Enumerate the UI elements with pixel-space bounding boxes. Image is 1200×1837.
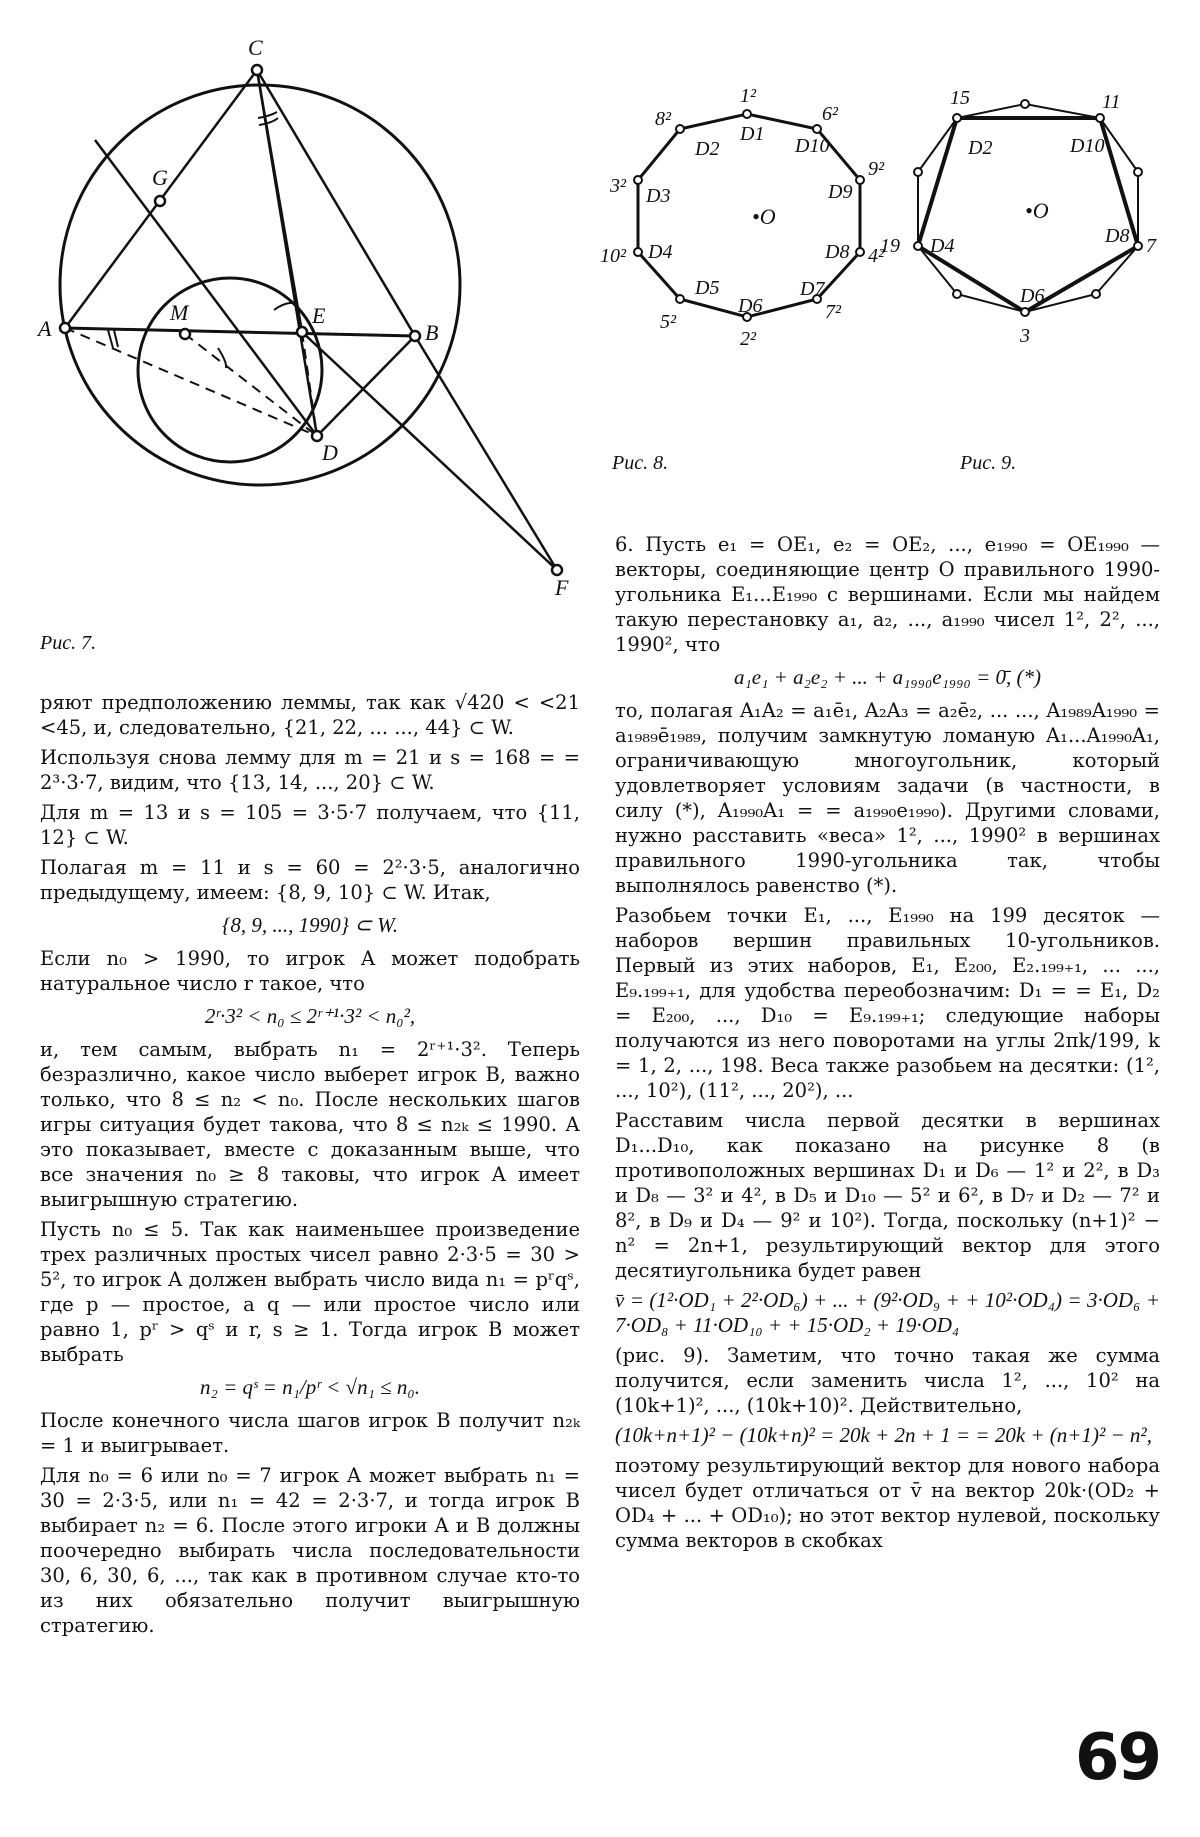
- weight-d9: 9²: [868, 158, 884, 180]
- paragraph: Полагая m = 11 и s = 60 = 2²·3·5, аналогично предыдущему, имеем: {8, 9, 10} ⊂ W. Итак,: [40, 856, 580, 904]
- weight-d4: 10²: [600, 245, 626, 267]
- weight-d10: 6²: [822, 103, 838, 125]
- weight-d3: 3²: [610, 175, 626, 197]
- left-column: [40, 690, 580, 1643]
- figure-7: [30, 30, 590, 620]
- angle-mark-c: [258, 112, 277, 118]
- label-3: 3: [1020, 325, 1030, 347]
- label-b: B: [425, 320, 439, 345]
- vertex-d6: D6: [738, 295, 763, 317]
- label-f: F: [555, 575, 569, 600]
- paragraph: Для m = 13 и s = 105 = 3·5·7 получаем, что {11, 12} ⊂ W.: [40, 801, 580, 849]
- paragraph: После конечного числа шагов игрок B получит n₂ₖ = 1 и выигрывает.: [40, 1409, 580, 1457]
- formula: n₂ = qˢ = n₁/pʳ < √n₁ ≤ n₀.: [200, 1375, 420, 1399]
- vertex-d4: D4: [648, 241, 673, 263]
- figure-9: [880, 80, 1180, 350]
- vertex-d8: D8: [825, 241, 850, 263]
- vertex-d10-9: D10: [1070, 135, 1105, 157]
- label-7: 7: [1146, 235, 1156, 257]
- center-o: •O: [752, 204, 776, 229]
- vertex-d2-9: D2: [968, 137, 993, 159]
- paragraph: ряют предположению леммы, так как √420 < <21 <45, и, следовательно, {21, 22, ... ..., 44} ⊂ W.: [40, 691, 580, 739]
- paragraph: Для n₀ = 6 или n₀ = 7 игрок A может выбрать n₁ = 30 = 2·3·5, или n₁ = 42 = 2·3·7, и тогда игрок B выбирает n₂ = 6. После этого игроки A и B должны поочередно выбирать числа последовательности 30, 6, 30, 6, ..., так как в противном случае кто-то из них обязательно получит выигрышную стратегию.: [40, 1464, 580, 1637]
- vertex-d1: D1: [740, 123, 765, 145]
- paragraph: и, тем самым, выбрать n₁ = 2ʳ⁺¹·3². Теперь безразлично, какое число выберет игрок B, важно только, что 8 ≤ n₂ < n₀. После нескольких шагов игры ситуация будет такова, что 8 ≤ n₂ₖ ≤ 1990. А это показывает, вместе с доказанным выше, что все значения n₀ ≥ 8 таковы, что игрок A имеет выигрышную стратегию.: [40, 1038, 580, 1211]
- weight-d6: 2²: [740, 328, 756, 350]
- label-a: A: [38, 316, 52, 341]
- segment-gd-chord: [95, 140, 317, 436]
- label-c: C: [248, 35, 263, 60]
- paragraph: Используя снова лемму для m = 21 и s = 168 = = 2³·3·7, видим, что {13, 14, ..., 20} ⊂ W.: [40, 746, 580, 794]
- label-11: 11: [1102, 91, 1121, 113]
- vertex-d7: D7: [800, 278, 825, 300]
- figure-7-caption: Рис. 7.: [40, 632, 97, 654]
- vertex-d4-9: D4: [930, 235, 955, 257]
- dashed-bd: [317, 336, 415, 436]
- angle-mark-e: [274, 303, 294, 310]
- formula: 2ʳ·3² < n₀ ≤ 2ʳ⁺¹·3² < n₀²,: [204, 1004, 416, 1028]
- formula: a₁e₁ + a₂e₂ + ... + a₁₉₉₀e₁₉₉₀ = 0̄, (*): [734, 665, 1041, 689]
- paragraph: 6. Пусть e₁ = OE₁, e₂ = OE₂, ..., e₁₉₉₀ = OE₁₉₉₀ — векторы, соединяющие центр O правильного 1990-угольника E₁...E₁₉₉₀ с вершинами. Если мы найдем такую перестановку a₁, a₂, ..., a₁₉₉₀ чисел 1², 2², ..., 1990², что: [615, 533, 1160, 656]
- vertex-d2: D2: [695, 138, 720, 160]
- label-d: D: [322, 440, 338, 465]
- dashed-ad: [65, 328, 317, 436]
- figure-9-caption: Рис. 9.: [960, 452, 1017, 474]
- angle-mark-a: [108, 330, 118, 348]
- label-19: 19: [880, 235, 900, 257]
- weight-d5: 5²: [660, 311, 676, 333]
- angle-mark-c2: [259, 118, 278, 125]
- weight-d8: 4²: [868, 245, 884, 267]
- paragraph: то, полагая A₁A₂ = a₁ē₁, A₂A₃ = a₂ē₂, ... ..., A₁₉₈₉A₁₉₉₀ = a₁₉₈₉ē₁₉₈₉, получим замкнутую ломаную A₁...A₁₉₉₀A₁, ограничивающую многоугольник, который удовлетворяет условиям задачи (в частности, в силу (*), A₁₉₉₀A₁ = = a₁₉₉₀e₁₉₉₀). Другими словами, нужно расставить «веса» 1², ..., 1990² в вершинах правильного 1990-угольника так, чтобы выполнялось равенство (*).: [615, 699, 1160, 897]
- paragraph: Разобьем точки E₁, ..., E₁₉₉₀ на 199 десяток — наборов вершин правильных 10-угольников. Первый из этих наборов, E₁, E₂₀₀, E₂.₁₉₉₊₁, ... ..., E₉.₁₉₉₊₁, для удобства переобозначим: D₁ = = E₁, D₂ = E₂₀₀, ..., D₁₀ = E₉.₁₉₉₊₁; следующие наборы получаются из него поворотами на углы 2πk/199, k = 1, 2, ..., 198. Веса также разобьем на десятки: (1², ..., 10²), (11², ..., 20²), ...: [615, 904, 1160, 1102]
- paragraph: поэтому результирующий вектор для нового набора чисел будет отличаться от v̄ на вектор 20k·(OD₂ + OD₄ + ... + OD₁₀); но этот вектор нулевой, поскольку сумма векторов в скобках: [615, 1454, 1160, 1552]
- paragraph: Если n₀ > 1990, то игрок A может подобрать натуральное число r такое, что: [40, 947, 580, 995]
- page-number: 69: [1074, 1721, 1160, 1795]
- label-m: M: [170, 300, 189, 325]
- weight-d7: 7²: [825, 301, 841, 323]
- vertex-d6-9: D6: [1020, 285, 1045, 307]
- paragraph: Пусть n₀ ≤ 5. Так как наименьшее произведение трех различных простых чисел равно 2·3·5 = 30 > 5², то игрок A должен выбрать число вида n₁ = pʳqˢ, где p — простое, а q — или простое число или равно 1, pʳ > qˢ и r, s ≥ 1. Тогда игрок B может выбрать: [40, 1218, 580, 1366]
- vertex-d8-9: D8: [1105, 225, 1130, 247]
- angle-mark-m: [218, 348, 226, 368]
- formula: v̄ = (1²·OD₁ + 2²·OD₆) + ... + (9²·OD₉ + + 10²·OD₄) = 3·OD₆ + 7·OD₈ + 11·OD₁₀ + + 15·OD₂ + 19·OD₄: [615, 1288, 1160, 1337]
- label-e: E: [312, 303, 326, 328]
- weight-d2: 8²: [655, 108, 671, 130]
- paragraph: (рис. 9). Заметим, что точно такая же сумма получится, если заменить числа 1², ..., 10² на (10k+1)², ..., (10k+10)². Действительно,: [615, 1344, 1160, 1417]
- paragraph: Расставим числа первой десятки в вершинах D₁...D₁₀, как показано на рисунке 8 (в противоположных вершинах D₁ и D₆ — 1² и 2², в D₃ и D₈ — 3² и 4², в D₅ и D₁₀ — 5² и 6², в D₇ и D₂ — 7² и 8², в D₉ и D₄ — 9² и 10²). Тогда, поскольку (n+1)² − n² = 2n+1, результирующий вектор для этого десятиугольника будет равен: [615, 1109, 1160, 1282]
- right-column: [615, 532, 1160, 1558]
- label-g: G: [152, 165, 168, 190]
- vertex-d10: D10: [795, 135, 830, 157]
- segment-bf: [415, 336, 557, 570]
- vertex-d3: D3: [646, 185, 671, 207]
- vertex-d5: D5: [695, 277, 720, 299]
- vertex-d9: D9: [828, 181, 853, 203]
- weight-d1: 1²: [740, 85, 756, 107]
- center-o-9: •O: [1025, 198, 1049, 223]
- label-15: 15: [950, 87, 970, 109]
- formula: (10k+n+1)² − (10k+n)² = 20k + 2n + 1 = = 20k + (n+1)² − n²,: [615, 1423, 1152, 1447]
- formula: {8, 9, ..., 1990} ⊂ W.: [222, 913, 398, 937]
- figure-8-caption: Рис. 8.: [612, 452, 669, 474]
- segment-cf: [302, 332, 557, 570]
